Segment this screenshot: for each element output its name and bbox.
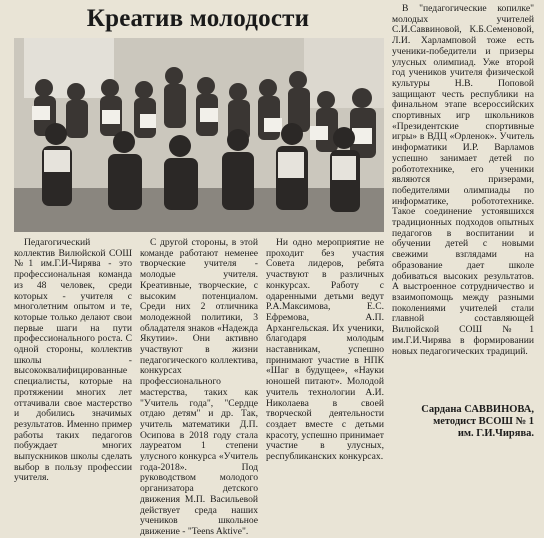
article-paragraph: С другой стороны, в этой команде работают неменее творческие учителя - молодые учителя. Креативные, творческие, с высоким потенциалом. Среди них 2 отличника молодежной политики, 3 обладателя знаков «Надежда Якутии». Они активно участвуют в жизни педагогического коллектива, конкурсах профессионального мастерства, таких как "Учитель года", "Сердце отдаю детям" и др. Так, учитель математики Д.П. Осипова в 2018 году стала лауреатом 1 степени улусного конкурса «Учитель года-2018». Под руководством молодого организатора детского движения М.П. Васильевой действует среда наших учеников школьное движение - "Teens Aktive".	[140, 237, 258, 537]
article-paragraph: В "педагогические копилке" молодых учителей С.И.Саввиновой, К.Б.Семеновой, Л.И. Харламповой тоже есть ученики-победители и призеры улусных олимпиад. Уже второй год учеников учителя физической культуры Н.В. Поповой защищают честь республики на финальном этапе всероссийских спортивных игр школьников «Президентские спортивные игры» в ВДЦ «Орленок». Учитель информатики И.Р. Варламов успешно занимает детей по робототехнике, его ученики являются призерами, победителями олимпиады по информатике, робототехнике. Такое соединение устоявшихся традиционных подходов опытных педагогов в воспитании и обучении детей с новыми свежими взглядами на образование дает школе добиваться высоких результатов. А выстроенное сотрудничество и взаимопомощь между разными поколениями учителей стали главной составляющей Вилюйской СОШ №1 им.Г.И.Чирява в формировании новых педагогических традиций.	[392, 3, 534, 357]
article-paragraph: Педагогический коллектив Вилюйской СОШ №1 им.Г.И-Чирява - это профессиональная команда из 48 человек, среди которых - учителя с многолетним опытом и те, которые только делают свои первые шаги на пути профессионального роста. С одной стороны, коллектив школы - высококвалифицированные специалисты, которые на протяжении многих лет оттачивали свое мастерство и добились значимых результатов. Именно пример работы таких педагогов побуждает многих выпускников школы сделать выбор в пользу профессии учителя.	[14, 237, 132, 484]
article-column-2	[140, 237, 258, 537]
author-role: методист ВСОШ № 1	[433, 416, 534, 427]
article-title: Креатив молодости	[86, 5, 310, 32]
group-photo-illustration	[14, 38, 384, 232]
article-paragraph: Ни одно мероприятие не проходит без участия Совета лидеров, ребята участвуют в различных конкурсах. Работу с одаренными детьми ведут Р.А.Максимова, Е.С. Ефремова, А.П. Архангельская. Их ученики, благодаря молодым наставникам, успешно принимают участие в НПК «Шаг в будущее», «Науки юношей питают». Молодой учитель технологии А.И. Николаева в своей творческой деятельности создает вместе с детьми красоту, успешно принимает участие в улусных, республиканских конкурсах.	[266, 237, 384, 463]
article-column-4	[392, 4, 534, 396]
author-name: Сардана САВВИНОВА,	[421, 404, 534, 415]
article-column-1	[14, 237, 132, 484]
group-photo	[14, 38, 384, 232]
author-school: им. Г.И.Чирява.	[457, 428, 534, 439]
article-body	[14, 237, 386, 537]
author-signature	[392, 404, 534, 440]
article-column-3	[266, 238, 384, 474]
